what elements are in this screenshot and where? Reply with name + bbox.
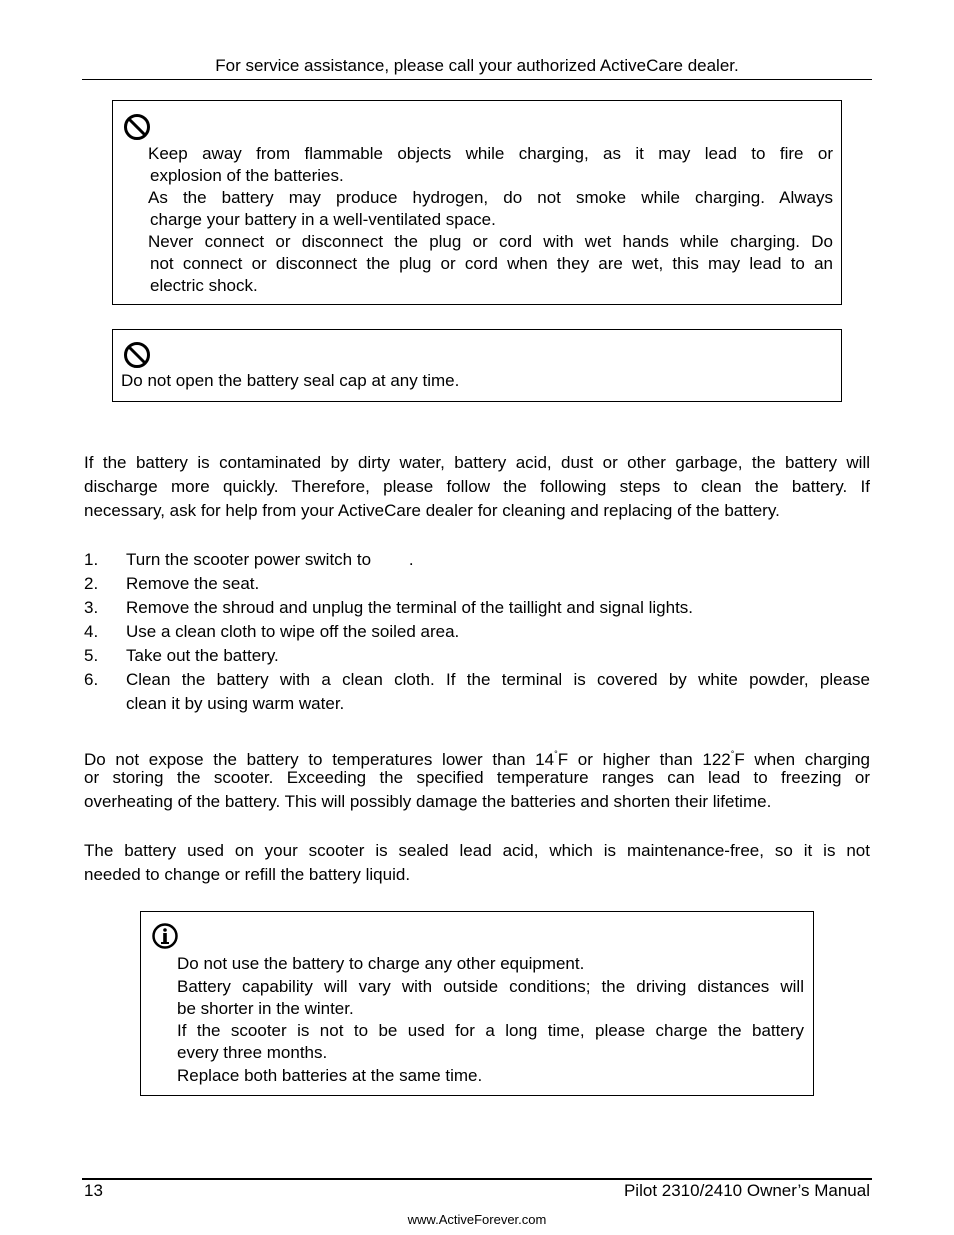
- step-number: 2.: [84, 574, 99, 593]
- list-item: [84, 620, 870, 644]
- list-item: [84, 572, 870, 596]
- temp-text-1: Do not expose the battery to temperatures lower than 14: [84, 750, 555, 769]
- service-note: For service assistance, please call your authorized ActiveCare dealer.: [215, 56, 739, 75]
- prohibition-icon: [123, 113, 151, 141]
- warning-seal-cap-text: Do not open the battery seal cap at any time.: [121, 371, 460, 390]
- step-number: 4.: [84, 622, 99, 641]
- step-number: 6.: [84, 670, 99, 689]
- temp-text-2: F or higher than 122: [557, 750, 731, 769]
- manual-title: Pilot 2310/2410 Owner’s Manual: [623, 1181, 870, 1200]
- warning-box-charging: [112, 100, 842, 305]
- page-number: 13: [84, 1181, 103, 1200]
- warning-item-wet-hands: Never connect or disconnect the plug or cord with wet hands while charging. Do not connect or disconnect the plug or cord when they are wet, this may lead to an electric shock.: [148, 232, 833, 295]
- maintenance-note: The battery used on your scooter is sealed lead acid, which is maintenance-free, so it is not needed to change or refill the battery liquid.: [84, 841, 870, 884]
- step-text: Turn the scooter power switch to .: [126, 550, 414, 569]
- degree-symbol: °: [730, 749, 735, 759]
- list-item: [84, 548, 870, 572]
- step-number: 5.: [84, 646, 99, 665]
- step-text: Remove the seat.: [126, 574, 260, 593]
- cleaning-steps: [84, 548, 870, 716]
- info-item-long-storage: If the scooter is not to be used for a long time, please charge the battery every three months.: [177, 1021, 804, 1062]
- footer-divider: [82, 1178, 872, 1180]
- step-text: Use a clean cloth to wipe off the soiled area.: [126, 622, 460, 641]
- temperature-warning: Do not expose the battery to temperatures lower than 14°F or higher than 122°F when charging or storing the scooter. Exceeding the specified temperature ranges can lead to freezing or overheating of the battery. This will possibly damage the batteries and shorten their lifetime.: [84, 749, 870, 811]
- info-item-replace-both: Replace both batteries at the same time.: [177, 1066, 483, 1085]
- step-number: 1.: [84, 550, 99, 569]
- list-item: [84, 644, 870, 668]
- warning-box-seal-cap: [112, 329, 842, 402]
- warning-item-flammable: Keep away from flammable objects while charging, as it may lead to fire or explosion of the batteries.: [148, 144, 833, 185]
- step-text: Remove the shroud and unplug the terminal of the taillight and signal lights.: [126, 598, 694, 617]
- step-text: Clean the battery with a clean cloth. If the terminal is covered by white powder, please clean it by using warm water.: [126, 670, 870, 713]
- step-number: 3.: [84, 598, 99, 617]
- cleaning-intro: If the battery is contaminated by dirty water, battery acid, dust or other garbage, the battery will discharge more quickly. Therefore, please follow the following steps to clean the battery. If necessary, ask for help from your ActiveCare dealer for cleaning and replacing of the battery.: [84, 453, 870, 520]
- prohibition-icon: [123, 341, 151, 369]
- list-item: [84, 668, 870, 716]
- header-divider: [82, 79, 872, 80]
- step-text: Take out the battery.: [126, 646, 279, 665]
- info-icon: [151, 922, 179, 950]
- info-item-no-other-equipment: Do not use the battery to charge any other equipment.: [177, 954, 585, 973]
- info-box-battery-tips: [140, 911, 814, 1096]
- degree-symbol: °: [554, 749, 558, 759]
- warning-item-hydrogen: As the battery may produce hydrogen, do not smoke while charging. Always charge your battery in a well-ventilated space.: [148, 188, 833, 229]
- list-item: [84, 596, 870, 620]
- info-item-outside-conditions: Battery capability will vary with outside conditions; the driving distances will be shorter in the winter.: [177, 977, 804, 1018]
- website-link[interactable]: www.ActiveForever.com: [407, 1212, 547, 1227]
